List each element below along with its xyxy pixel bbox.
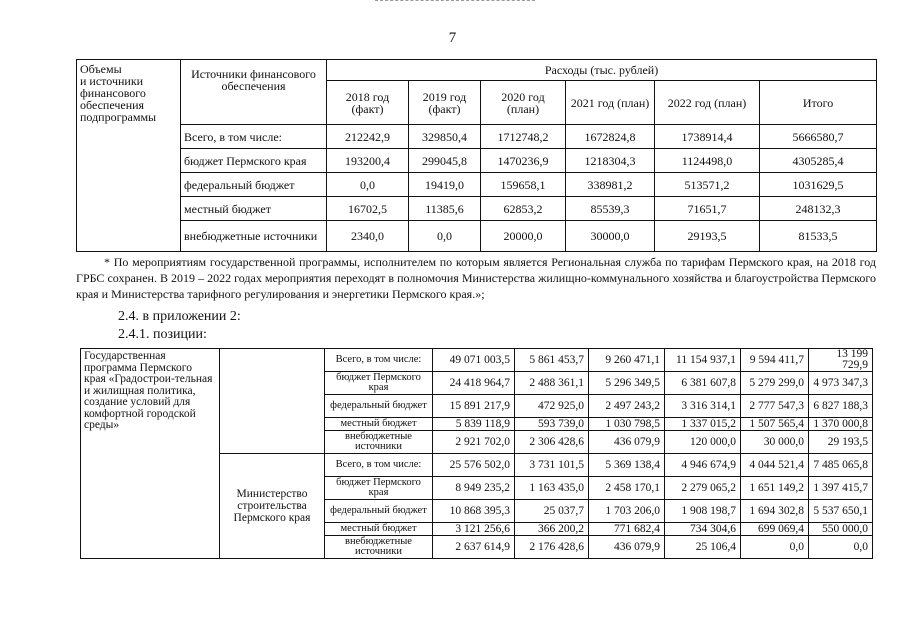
- source-cell: внебюджетные источники: [181, 221, 327, 252]
- table-row: [77, 197, 877, 221]
- value-cell: 29 193,5: [809, 431, 873, 454]
- value-cell: 5 537 650,1: [809, 500, 873, 523]
- financing-summary-table: [76, 59, 877, 252]
- value-cell: 24 418 964,7: [433, 372, 515, 395]
- scan-top-mark: [375, 0, 535, 1]
- year-header: 2020 год (план): [481, 81, 566, 125]
- value-cell: 366 200,2: [515, 523, 589, 536]
- value-cell: 0,0: [809, 536, 873, 559]
- table-row: [77, 221, 877, 252]
- value-cell: 2 777 547,3: [741, 395, 809, 418]
- source-cell: бюджет Пермского края: [325, 372, 433, 395]
- value-cell: 81533,5: [760, 221, 877, 252]
- value-cell: 193200,4: [327, 149, 409, 173]
- value-cell: 2 488 361,1: [515, 372, 589, 395]
- value-cell: 593 739,0: [515, 418, 589, 431]
- value-cell: 3 731 101,5: [515, 454, 589, 477]
- year-header: 2022 год (план): [655, 81, 760, 125]
- value-cell: 2 176 428,6: [515, 536, 589, 559]
- value-cell: 0,0: [409, 221, 481, 252]
- value-cell: 4 044 521,4: [741, 454, 809, 477]
- source-cell: местный бюджет: [325, 523, 433, 536]
- value-cell: 1124498,0: [655, 149, 760, 173]
- source-cell: Всего, в том числе:: [325, 349, 433, 372]
- value-cell: 0,0: [327, 173, 409, 197]
- source-cell: федеральный бюджет: [181, 173, 327, 197]
- value-cell: 49 071 003,5: [433, 349, 515, 372]
- value-cell: 85539,3: [566, 197, 655, 221]
- value-cell: 159658,1: [481, 173, 566, 197]
- value-cell: 2 497 243,2: [589, 395, 665, 418]
- source-cell: местный бюджет: [181, 197, 327, 221]
- source-cell: бюджет Пермского края: [325, 477, 433, 500]
- value-cell: 1 694 302,8: [741, 500, 809, 523]
- footnote: * По мероприятиям государственной программы, исполнителем по которым является Региональная служба по тарифам Пермского края, на 2018 год ГРБС сохранен. В 2019 – 2022 годах мероприятия переходят в полномочия Министерства жилищно-коммунального хозяйства и благоустройства Пермского края и Министерства тарифного регулирования и энергетики Пермского края.»;: [76, 255, 876, 301]
- value-cell: 472 925,0: [515, 395, 589, 418]
- value-cell: 1738914,4: [655, 125, 760, 149]
- table-header-row: [77, 60, 877, 81]
- year-header: 2019 год (факт): [409, 81, 481, 125]
- value-cell: 699 069,4: [741, 523, 809, 536]
- value-cell: 1 651 149,2: [741, 477, 809, 500]
- value-cell: 5666580,7: [760, 125, 877, 149]
- value-cell: 1470236,9: [481, 149, 566, 173]
- value-cell: 4 946 674,9: [665, 454, 741, 477]
- value-cell: 3 316 314,1: [665, 395, 741, 418]
- executor-empty: [220, 349, 325, 454]
- value-cell: 550 000,0: [809, 523, 873, 536]
- value-cell: 2 458 170,1: [589, 477, 665, 500]
- table-row: [77, 173, 877, 197]
- value-cell: 11385,6: [409, 197, 481, 221]
- value-cell: 10 868 395,3: [433, 500, 515, 523]
- value-cell: 436 079,9: [589, 536, 665, 559]
- value-cell: 20000,0: [481, 221, 566, 252]
- value-cell: 120 000,0: [665, 431, 741, 454]
- value-cell: 1 507 565,4: [741, 418, 809, 431]
- value-cell: 5 369 138,4: [589, 454, 665, 477]
- value-cell: 2 637 614,9: [433, 536, 515, 559]
- value-cell: 15 891 217,9: [433, 395, 515, 418]
- value-cell: 13 199 729,9: [809, 349, 873, 372]
- value-cell: 513571,2: [655, 173, 760, 197]
- source-cell: бюджет Пермского края: [181, 149, 327, 173]
- value-cell: 1 163 435,0: [515, 477, 589, 500]
- value-cell: 4305285,4: [760, 149, 877, 173]
- value-cell: 1712748,2: [481, 125, 566, 149]
- expenses-header: Расходы (тыс. рублей): [327, 60, 877, 81]
- value-cell: 734 304,6: [665, 523, 741, 536]
- value-cell: 9 594 411,7: [741, 349, 809, 372]
- value-cell: 248132,3: [760, 197, 877, 221]
- value-cell: 9 260 471,1: [589, 349, 665, 372]
- year-header: Итого: [760, 81, 877, 125]
- value-cell: 30000,0: [566, 221, 655, 252]
- value-cell: 1 030 798,5: [589, 418, 665, 431]
- value-cell: 2 921 702,0: [433, 431, 515, 454]
- value-cell: 3 121 256,6: [433, 523, 515, 536]
- value-cell: 1672824,8: [566, 125, 655, 149]
- value-cell: 436 079,9: [589, 431, 665, 454]
- value-cell: 1 397 415,7: [809, 477, 873, 500]
- row-label: Объемы и источники финансового обеспечения подпрограммы: [77, 60, 181, 252]
- value-cell: 338981,2: [566, 173, 655, 197]
- value-cell: 1031629,5: [760, 173, 877, 197]
- page-number: 7: [448, 30, 457, 46]
- value-cell: 0,0: [741, 536, 809, 559]
- table-row: [81, 349, 873, 372]
- value-cell: 29193,5: [655, 221, 760, 252]
- item-2-4: 2.4. в приложении 2:: [118, 309, 241, 324]
- source-cell: Всего, в том числе:: [325, 454, 433, 477]
- value-cell: 2 279 065,2: [665, 477, 741, 500]
- sources-header: Источники финансового обеспечения: [181, 60, 327, 125]
- value-cell: 25 576 502,0: [433, 454, 515, 477]
- value-cell: 5 839 118,9: [433, 418, 515, 431]
- value-cell: 6 827 188,3: [809, 395, 873, 418]
- year-header: 2018 год (факт): [327, 81, 409, 125]
- source-cell: местный бюджет: [325, 418, 433, 431]
- program-name: Государственная программа Пермского края «Градострои-тельная и жилищная политика, создание условий для комфортной городской среды»: [81, 349, 220, 559]
- value-cell: 7 485 065,8: [809, 454, 873, 477]
- value-cell: 5 279 299,0: [741, 372, 809, 395]
- source-cell: федеральный бюджет: [325, 500, 433, 523]
- source-cell: Всего, в том числе:: [181, 125, 327, 149]
- value-cell: 11 154 937,1: [665, 349, 741, 372]
- value-cell: 771 682,4: [589, 523, 665, 536]
- value-cell: 1 370 000,8: [809, 418, 873, 431]
- value-cell: 5 861 453,7: [515, 349, 589, 372]
- value-cell: 329850,4: [409, 125, 481, 149]
- value-cell: 1 908 198,7: [665, 500, 741, 523]
- table-row: [77, 149, 877, 173]
- year-header: 2021 год (план): [566, 81, 655, 125]
- value-cell: 212242,9: [327, 125, 409, 149]
- value-cell: 1 703 206,0: [589, 500, 665, 523]
- value-cell: 30 000,0: [741, 431, 809, 454]
- value-cell: 4 973 347,3: [809, 372, 873, 395]
- program-financing-table: [80, 348, 873, 559]
- value-cell: 5 296 349,5: [589, 372, 665, 395]
- table-row: [77, 125, 877, 149]
- item-2-4-1: 2.4.1. позиции:: [118, 327, 207, 342]
- source-cell: внебюджетные источники: [325, 536, 433, 559]
- value-cell: 25 037,7: [515, 500, 589, 523]
- value-cell: 2 306 428,6: [515, 431, 589, 454]
- value-cell: 2340,0: [327, 221, 409, 252]
- value-cell: 62853,2: [481, 197, 566, 221]
- source-cell: внебюджетные источники: [325, 431, 433, 454]
- executor-name: Министерство строительства Пермского края: [220, 454, 325, 559]
- value-cell: 8 949 235,2: [433, 477, 515, 500]
- source-cell: федеральный бюджет: [325, 395, 433, 418]
- value-cell: 299045,8: [409, 149, 481, 173]
- value-cell: 16702,5: [327, 197, 409, 221]
- value-cell: 1 337 015,2: [665, 418, 741, 431]
- value-cell: 1218304,3: [566, 149, 655, 173]
- value-cell: 25 106,4: [665, 536, 741, 559]
- value-cell: 6 381 607,8: [665, 372, 741, 395]
- value-cell: 19419,0: [409, 173, 481, 197]
- value-cell: 71651,7: [655, 197, 760, 221]
